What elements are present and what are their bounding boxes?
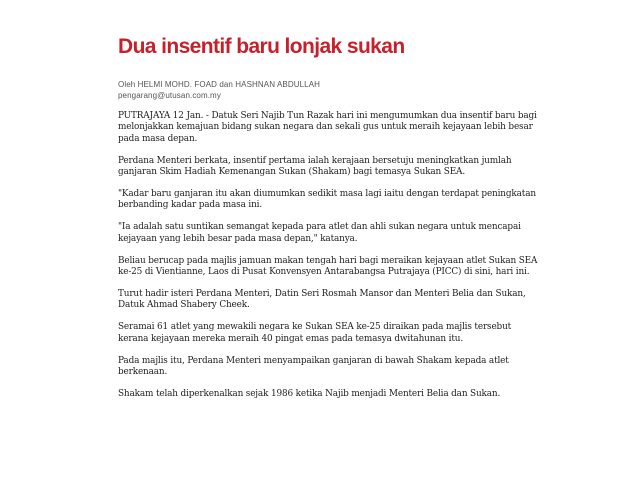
article-paragraph: "Kadar baru ganjaran itu akan diumumkan sedikit masa lagi iaitu dengan terdapat peningkatan berbanding kadar pada masa ini. (118, 189, 536, 211)
author-email: pengarang@utusan.com.my (118, 91, 221, 100)
article-paragraph: "Ia adalah satu suntikan semangat kepada para atlet dan ahli sukan negara untuk mencapai kejayaan yang lebih besar pada masa depan," katanya. (118, 222, 521, 244)
article-headline: Dua insentif baru lonjak sukan (118, 35, 405, 58)
article-paragraph: Beliau berucap pada majlis jamuan makan tengah hari bagi meraikan kejayaan atlet Sukan SEA ke-25 di Vientianne, Laos di Pusat Konvensyen Antarabangsa Putrajaya (PICC) di sini, hari ini. (118, 255, 538, 278)
news-article (118, 34, 538, 411)
article-paragraph: PUTRAJAYA 12 Jan. - Datuk Seri Najib Tun Razak hari ini mengumumkan dua insentif baru bagi melonjakkan kemajuan bidang sukan negara dan sekali gus untuk meraih kejayaan lebih besar pada masa depan. (118, 111, 537, 144)
article-paragraph: Shakam telah diperkenalkan sejak 1986 ketika Najib menjadi Menteri Belia dan Sukan. (118, 388, 501, 399)
article-byline (118, 79, 538, 101)
article-paragraph: Turut hadir isteri Perdana Menteri, Datin Seri Rosmah Mansor dan Menteri Belia dan Sukan, Datuk Ahmad Shabery Cheek. (118, 288, 526, 311)
author-line: Oleh HELMI MOHD. FOAD dan HASHNAN ABDULLAH (118, 80, 321, 89)
article-body (118, 111, 538, 400)
article-paragraph: Pada majlis itu, Perdana Menteri menyampaikan ganjaran di bawah Shakam kepada atlet berkenaan. (118, 355, 509, 377)
article-paragraph: Seramai 61 atlet yang mewakili negara ke Sukan SEA ke-25 diraikan pada majlis tersebut kerana kejayaan mereka meraih 40 pingat emas pada temasya dwitahunan itu. (118, 322, 512, 344)
article-paragraph: Perdana Menteri berkata, insentif pertama ialah kerajaan bersetuju meningkatkan jumlah ganjaran Skim Hadiah Kemenangan Sukan (Shakam) bagi temasya Sukan SEA. (118, 155, 512, 178)
